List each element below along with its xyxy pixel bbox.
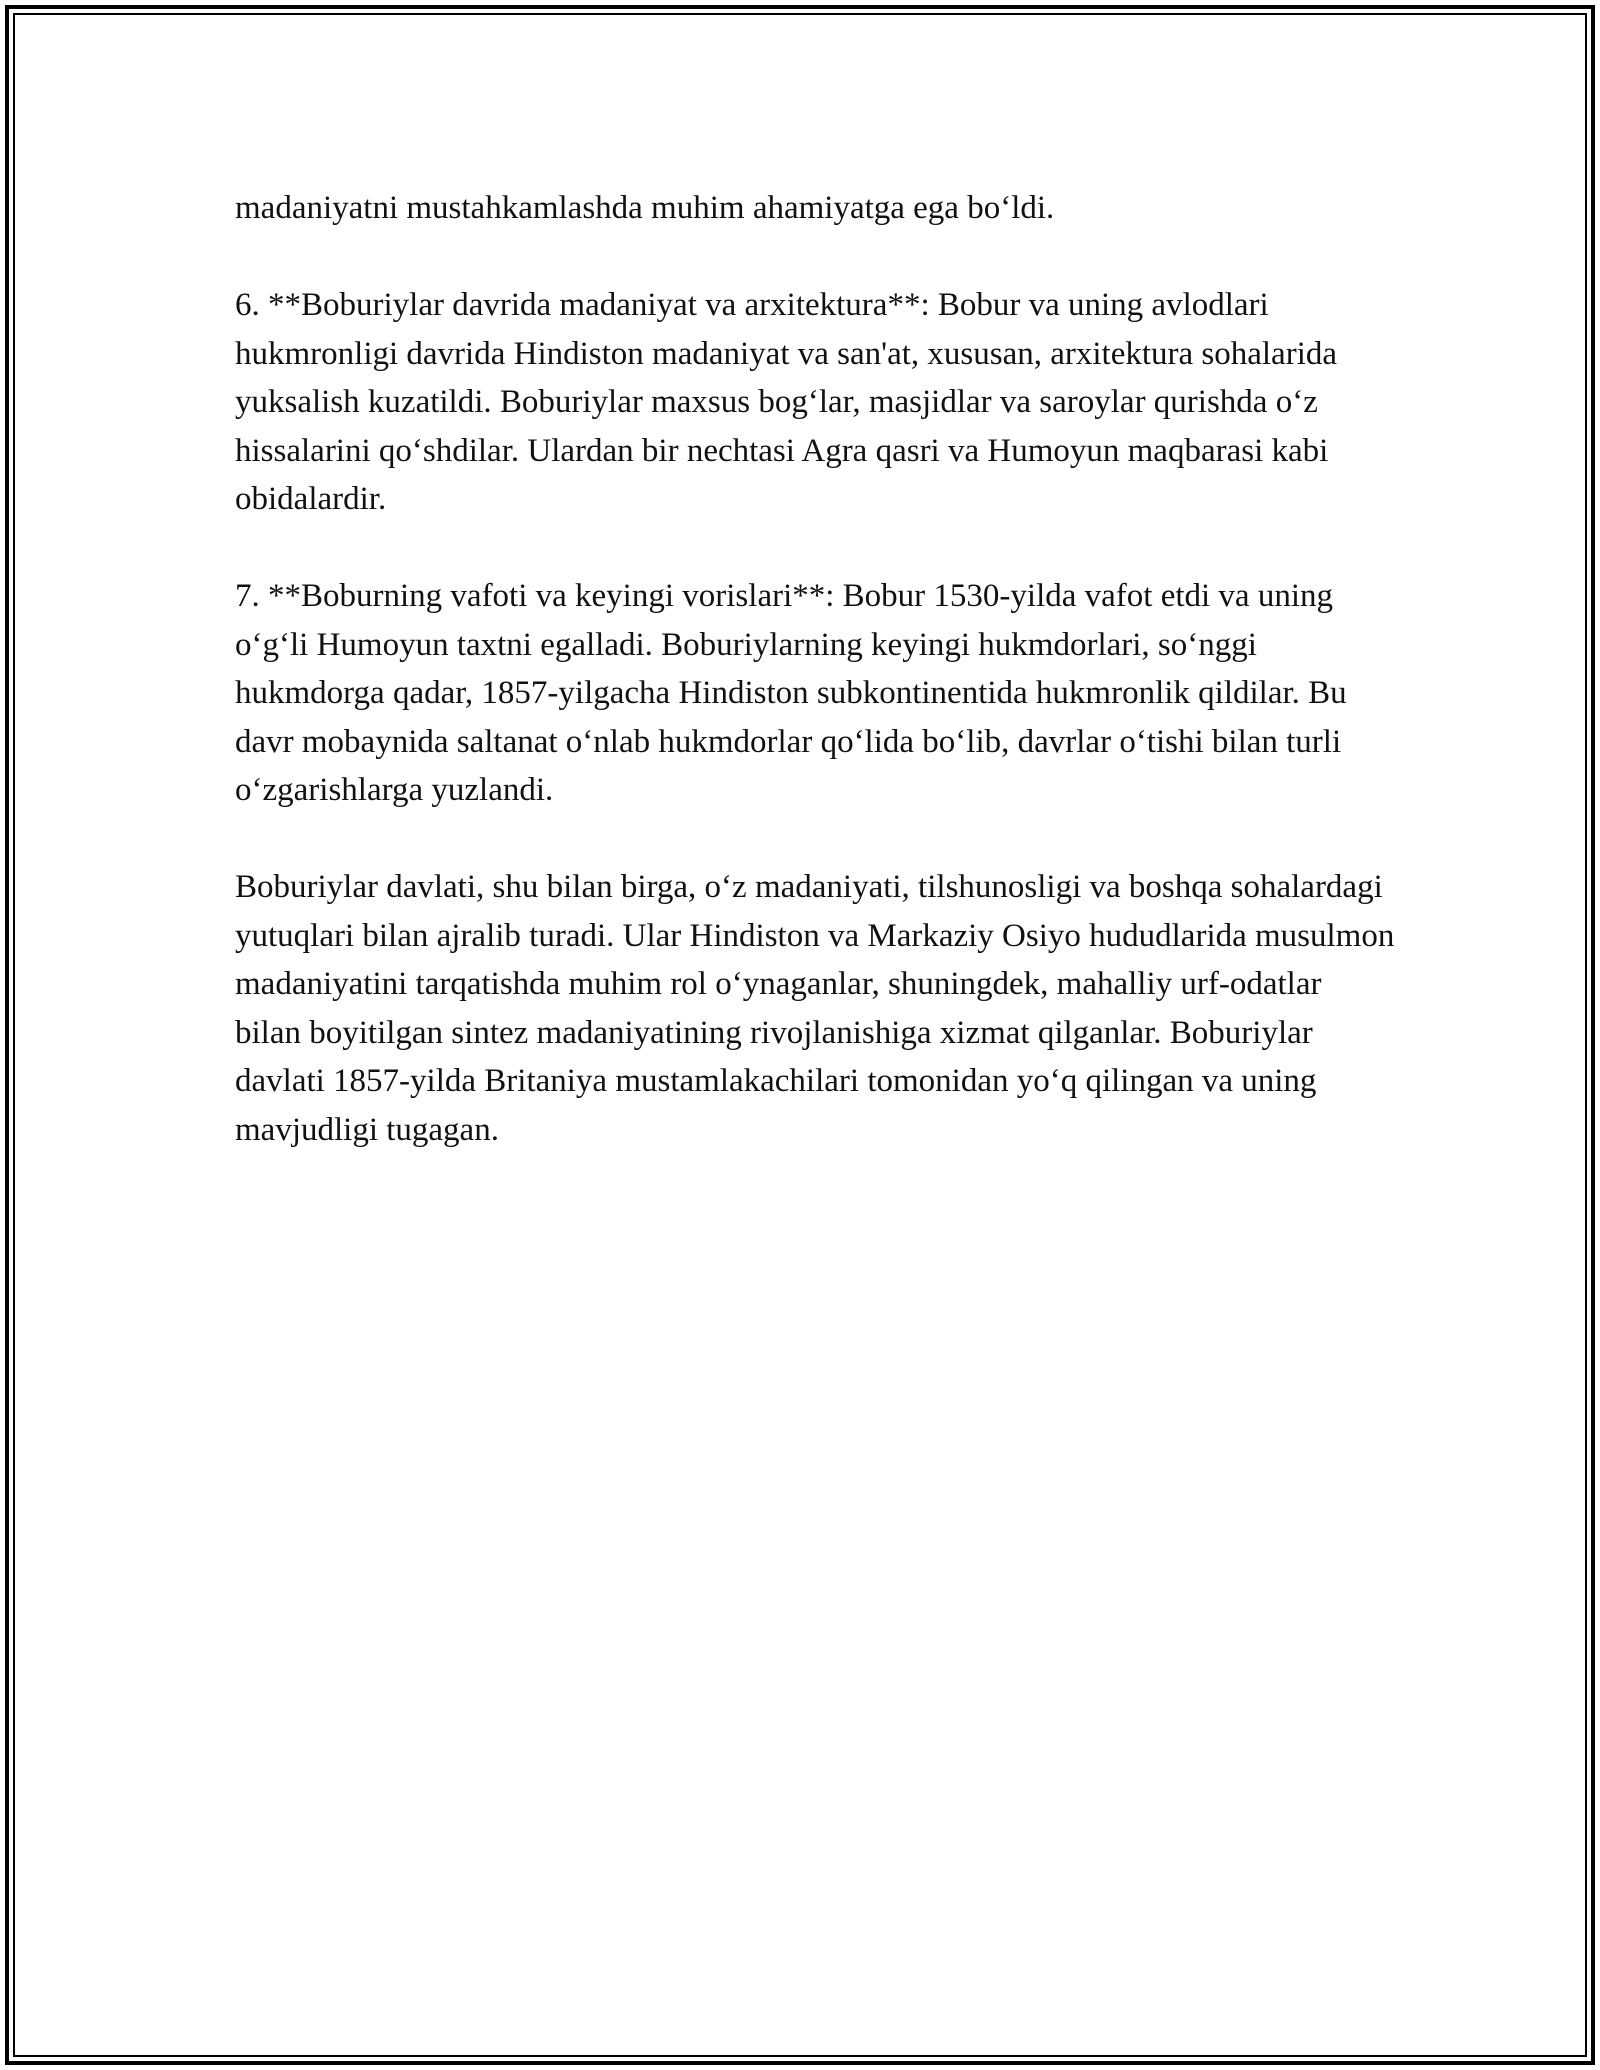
paragraph-continuation: madaniyatni mustahkamlashda muhim ahamiyatga ega bo‘ldi. bbox=[235, 190, 1055, 226]
paragraph-item-6: 6. **Boburiylar davrida madaniyat va arxitektura**: Bobur va uning avlodlari hukmronligi davrida Hindiston madaniyat va san'at, xususan, arxitektura sohalarida yuksalish kuzatildi. Boburiylar maxsus bog‘lar, masjidlar va saroylar qurishda o‘z hissalarini qo‘shdilar. Ulardan bir nechtasi Agra qasri va Humoyun maqbarasi kabi obidalardir. bbox=[235, 287, 1338, 517]
paragraph-item-7: 7. **Boburning vafoti va keyingi vorislari**: Bobur 1530-yilda vafot etdi va uning o‘g‘li Humoyun taxtni egalladi. Boburiylarning keyingi hukmdorlari, so‘nggi hukmdorga qadar, 1857-yilgacha Hindiston subkontinentida hukmronlik qildilar. Bu davr mobaynida saltanat o‘nlab hukmdorlar qo‘lida bo‘lib, davrlar o‘tishi bilan turli o‘zgarishlarga yuzlandi. bbox=[235, 578, 1347, 808]
paragraph-conclusion: Boburiylar davlati, shu bilan birga, o‘z madaniyati, tilshunosligi va boshqa sohalardagi yutuqlari bilan ajralib turadi. Ular Hindiston va Markaziy Osiyo hududlarida musulmon madaniyatini tarqatishda muhim rol o‘ynaganlar, shuningdek, mahalliy urf-odatlar bilan boyitilgan sintez madaniyatining rivojlanishiga xizmat qilganlar. Boburiylar davlati 1857-yilda Britaniya mustamlakachilari tomonidan yo‘q qilingan va uning mavjudligi tugagan. bbox=[235, 869, 1395, 1148]
document-body bbox=[235, 184, 1395, 1154]
